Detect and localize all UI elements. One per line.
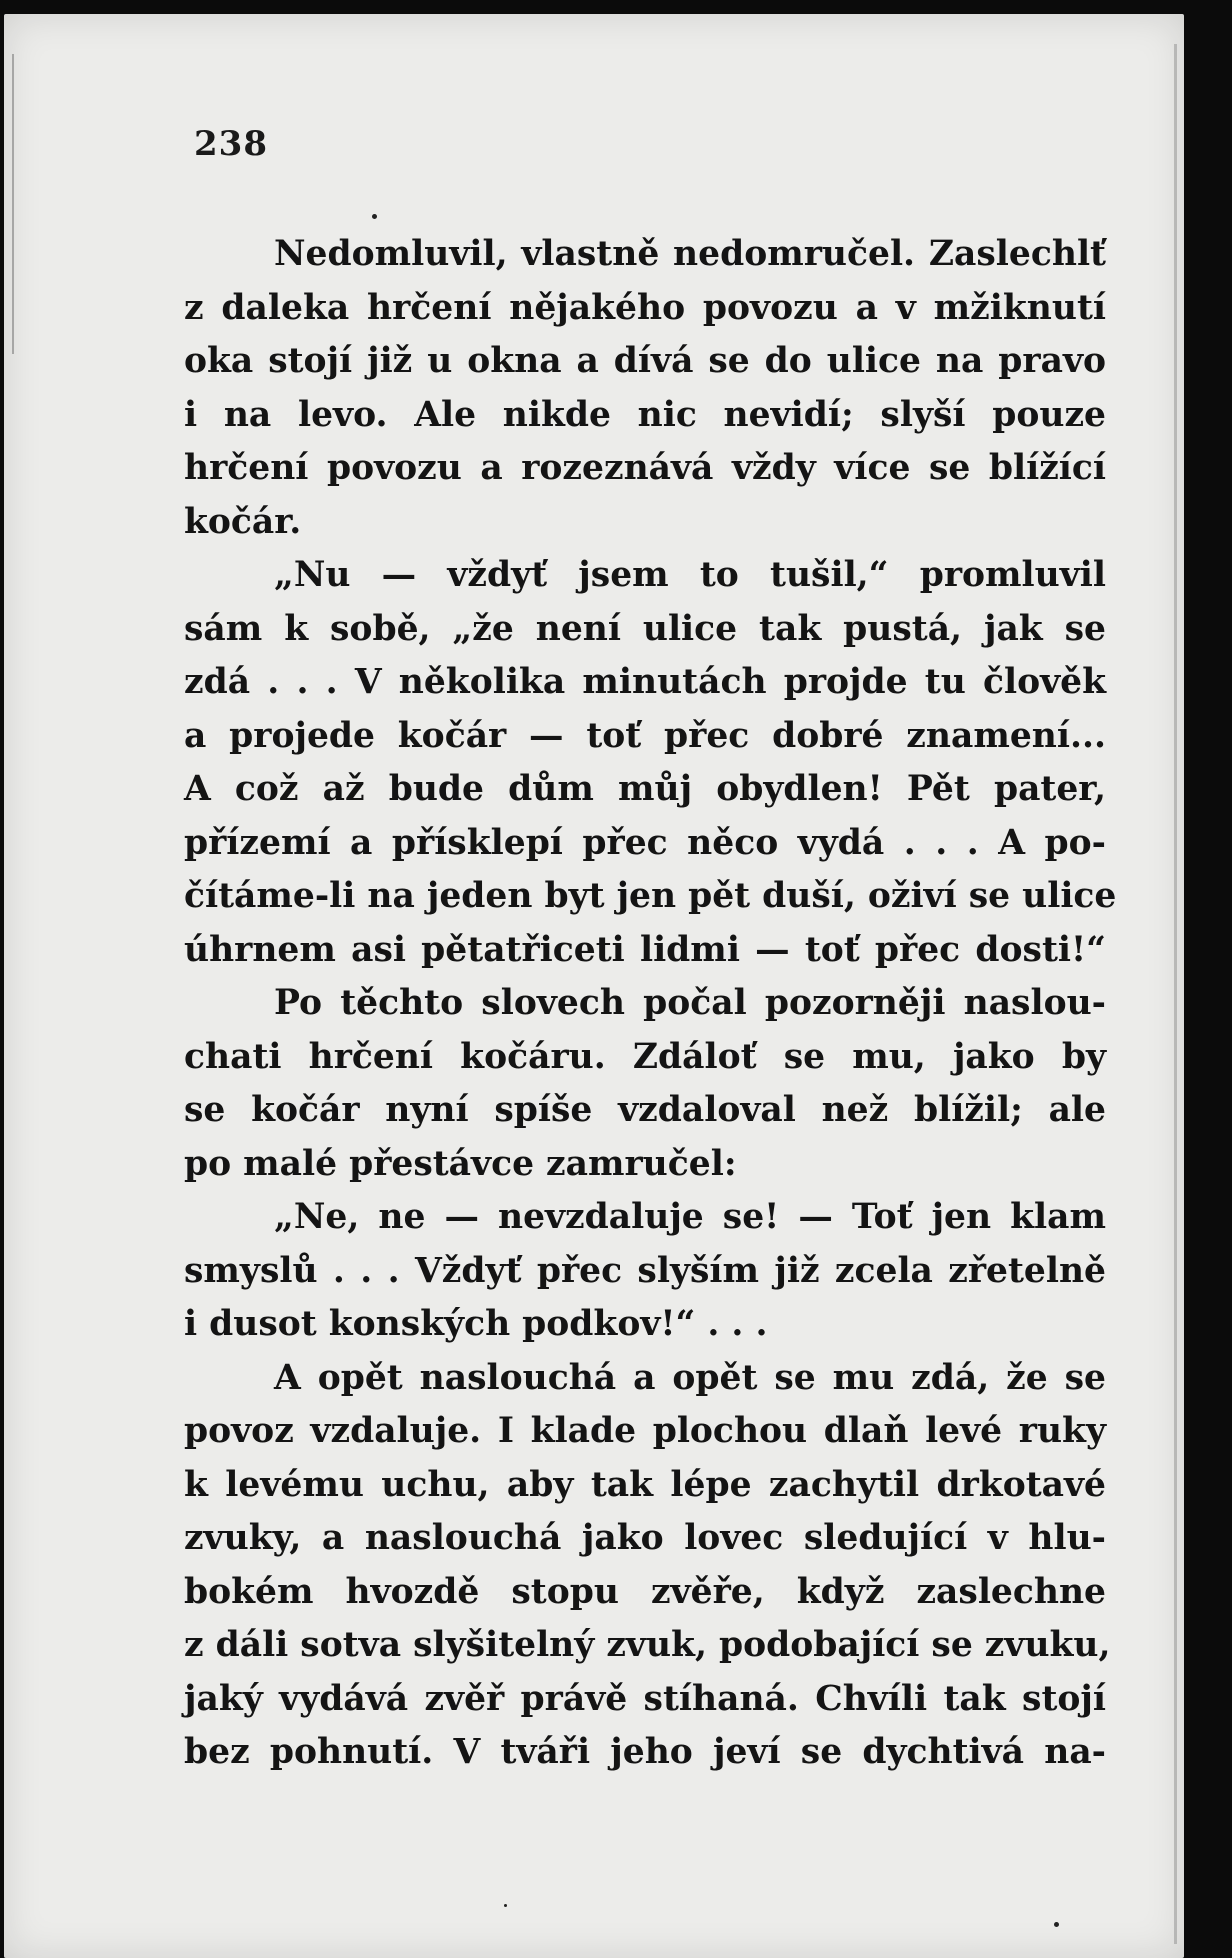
text-line: bokém hvozdě stopu zvěře, když zaslechne	[184, 1571, 1106, 1612]
paper-speck	[372, 214, 377, 219]
text-line: kočár.	[184, 501, 302, 542]
text-line: smyslů . . . Vždyť přec slyším již zcela zřetelně	[184, 1250, 1106, 1291]
book-page	[4, 14, 1184, 1958]
text-line: jaký vydává zvěř právě stíhaná. Chvíli tak stojí	[184, 1678, 1106, 1719]
text-line: oka stojí již u okna a dívá se do ulice na pravo	[184, 341, 1106, 381]
text-line: se kočár nyní spíše vzdaloval než blížil; ale	[184, 1090, 1106, 1130]
text-line: „Ne, ne — nevzdaluje se! — Toť jen klam	[274, 1197, 1106, 1237]
text-line: z daleka hrčení nějakého povozu a v mžiknutí	[184, 287, 1106, 328]
text-line: A opět naslouchá a opět se mu zdá, že se	[274, 1357, 1106, 1398]
text-line: „Nu — vždyť jsem to tušil,“ promluvil	[274, 555, 1106, 595]
text-line: i dusot konských podkov!“ . . .	[184, 1304, 768, 1344]
text-line: Po těchto slovech počal pozorněji naslou-	[274, 983, 1106, 1023]
text-line: sám k sobě, „že není ulice tak pustá, jak se	[184, 608, 1106, 649]
paper-speck	[1054, 1922, 1059, 1927]
text-line: povoz vzdaluje. I klade plochou dlaň levé ruky	[184, 1411, 1106, 1451]
text-line: A což až bude dům můj obydlen! Pět pater,	[184, 769, 1106, 809]
text-line: chati hrčení kočáru. Zdáloť se mu, jako by	[184, 1036, 1106, 1077]
text-line: čítáme-li na jeden byt jen pět duší, oživí se ulice	[184, 876, 1117, 916]
text-line: zdá . . . V několika minutách projde tu člověk	[184, 662, 1106, 702]
page-edge-mark	[1174, 44, 1177, 1944]
text-line: po malé přestávce zamručel:	[184, 1143, 737, 1184]
text-line: k levému uchu, aby tak lépe zachytil drkotavé	[184, 1464, 1106, 1505]
text-line: přízemí a přísklepí přec něco vydá . . . A po-	[184, 822, 1106, 863]
text-line: z dáli sotva slyšitelný zvuk, podobající se zvuku,	[184, 1625, 1111, 1665]
text-line: úhrnem asi pětatřiceti lidmi — toť přec dosti!“	[184, 929, 1106, 970]
text-line: zvuky, a naslouchá jako lovec sledující v hlu-	[184, 1518, 1106, 1558]
body-text	[184, 228, 1117, 1780]
page-number: 238	[194, 124, 268, 164]
text-line: Nedomluvil, vlastně nedomručel. Zaslechlť	[274, 234, 1106, 274]
paper-speck	[504, 1904, 507, 1907]
text-line: bez pohnutí. V tváři jeho jeví se dychtivá na-	[184, 1732, 1106, 1772]
text-line: i na levo. Ale nikde nic nevidí; slyší pouze	[184, 394, 1106, 435]
text-line: hrčení povozu a rozeznává vždy více se blížící	[184, 448, 1106, 488]
page-edge-mark	[12, 54, 14, 354]
text-line: a projede kočár — toť přec dobré znamení...	[184, 715, 1106, 756]
